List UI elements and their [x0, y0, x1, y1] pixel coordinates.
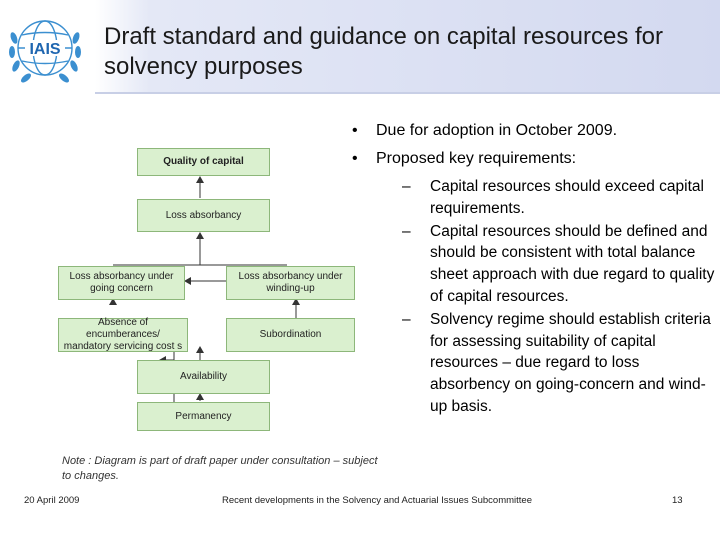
- sub-bullet-text: Capital resources should exceed capital requirements.: [430, 178, 704, 217]
- bullet-dot-icon: •: [352, 150, 358, 167]
- sub-bullet-text: Solvency regime should establish criteria for assessing suitability of capital resources – due regard to loss absorbency on going-concern and wind-up basis.: [430, 310, 711, 415]
- bullet-dot-icon: •: [352, 122, 358, 139]
- box-loss-absorbency-going-concern: Loss absorbancy under going concern: [58, 266, 185, 300]
- bullet-item: [350, 148, 720, 170]
- sub-bullet-text: Capital resources should be defined and should be consistent with total balance sheet approach with due regard to quality of capital resources.: [430, 222, 715, 305]
- sub-bullet-item: [398, 176, 716, 220]
- dash-icon: –: [402, 310, 411, 328]
- dash-icon: –: [402, 222, 411, 240]
- footer-title: Recent developments in the Solvency and Actuarial Issues Subcommittee: [222, 495, 532, 506]
- footer-date: 20 April 2009: [24, 495, 80, 506]
- header-underline: [95, 92, 720, 94]
- box-quality-of-capital: Quality of capital: [137, 148, 270, 176]
- sub-bullet-item: [398, 309, 716, 418]
- bullet-text: Proposed key requirements:: [376, 150, 577, 167]
- logo-text: IAIS: [29, 41, 61, 58]
- box-absence-of-encumbrances: Absence of encumberances/ mandatory servicing cost s: [58, 318, 188, 352]
- sub-bullet-list: [398, 176, 716, 419]
- box-subordination: Subordination: [226, 318, 355, 352]
- sub-bullet-item: [398, 221, 716, 308]
- capital-quality-diagram: [50, 138, 370, 438]
- page-number: 13: [672, 495, 683, 506]
- box-permanency: Permanency: [137, 402, 270, 431]
- iais-logo: [6, 8, 84, 88]
- bullet-list: [350, 120, 720, 176]
- box-loss-absorbency-winding-up: Loss absorbancy under winding-up: [226, 266, 355, 300]
- dash-icon: –: [402, 178, 411, 195]
- slide-title: Draft standard and guidance on capital resources for solvency purposes: [104, 23, 663, 80]
- bullet-text: Due for adoption in October 2009.: [376, 122, 618, 139]
- diagram-note: Note : Diagram is part of draft paper under consultation – subject to changes.: [62, 455, 378, 482]
- box-loss-absorbency: Loss absorbancy: [137, 199, 270, 232]
- box-availability: Availability: [137, 360, 270, 394]
- bullet-item: [350, 120, 720, 142]
